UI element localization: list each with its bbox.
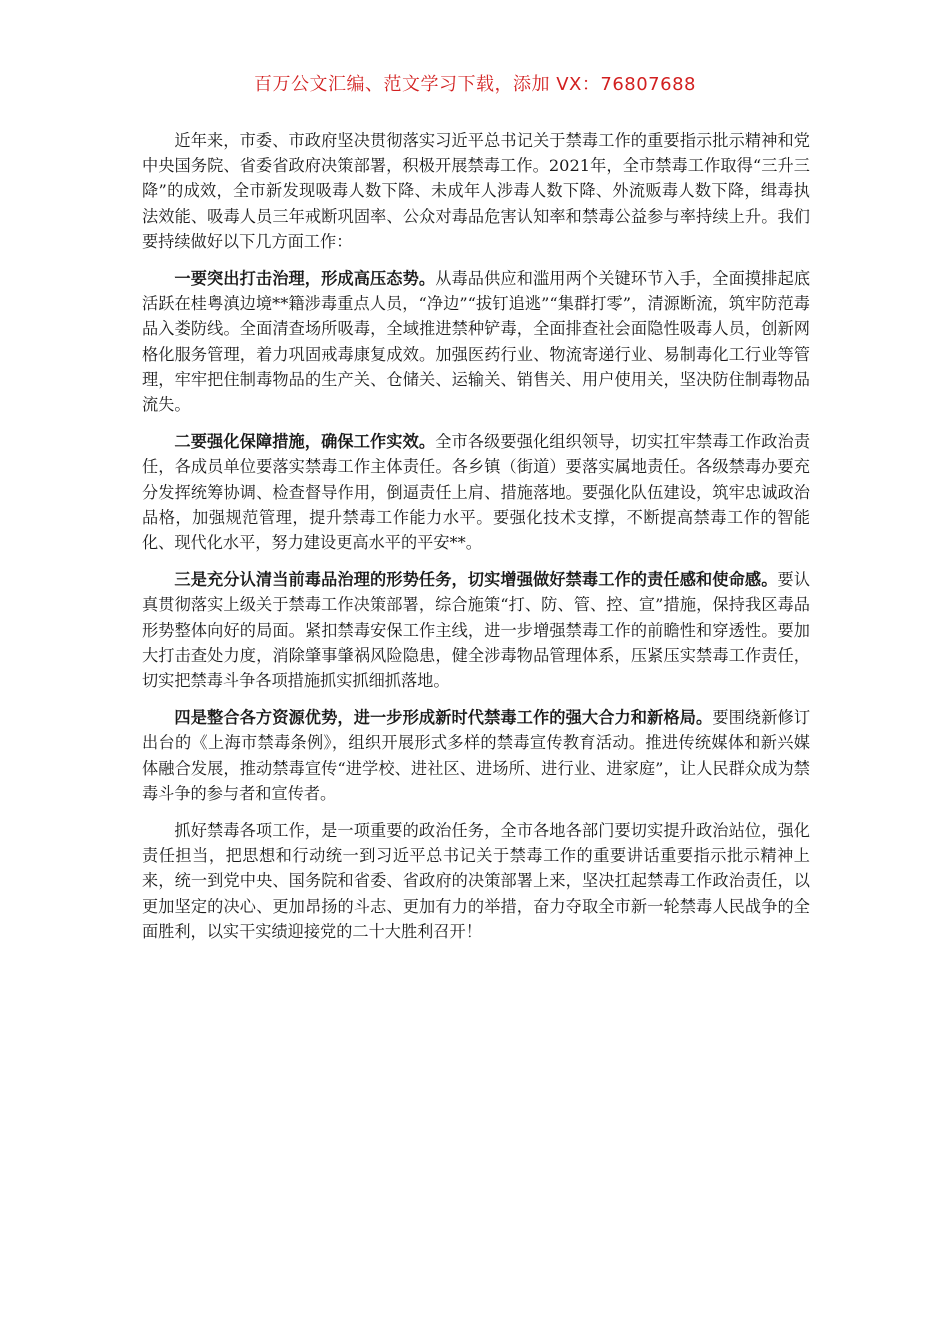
paragraph-intro	[142, 128, 810, 254]
paragraph-point-1	[142, 266, 810, 417]
header-banner: 百万公文汇编、范文学习下载，添加 VX：76807688	[254, 74, 696, 95]
paragraph-body: 近年来，市委、市政府坚决贯彻落实习近平总书记关于禁毒工作的重要指示批示精神和党中央国务院、省委省政府决策部署，积极开展禁毒工作。2021年，全市禁毒工作取得“三升三降”的成效，全市新发现吸毒人数下降、未成年人涉毒人数下降、外流贩毒人数下降，缉毒执法效能、吸毒人员三年戒断巩固率、公众对毒品危害认知率和禁毒公益参与率持续上升。我们要持续做好以下几方面工作：	[142, 131, 810, 251]
document-body	[142, 128, 810, 956]
paragraph-body: 抓好禁毒各项工作，是一项重要的政治任务，全市各地各部门要切实提升政治站位，强化责任担当，把思想和行动统一到习近平总书记关于禁毒工作的重要讲话重要指示批示精神上来，统一到党中央、国务院和省委、省政府的决策部署上来，坚决扛起禁毒工作政治责任，以更加坚定的决心、更加昂扬的斗志、更加有力的举措，奋力夺取全市新一轮禁毒人民战争的全面胜利，以实干实绩迎接党的二十大胜利召开！	[142, 821, 810, 941]
paragraph-point-2	[142, 429, 810, 555]
paragraph-body: 要围绕新修订出台的《上海市禁毒条例》，组织开展形式多样的禁毒宣传教育活动。推进传统媒体和新兴媒体融合发展，推动禁毒宣传“进学校、进社区、进场所、进行业、进家庭”，让人民群众成为禁毒斗争的参与者和宣传者。	[142, 708, 811, 803]
paragraph-conclusion	[142, 818, 810, 944]
paragraph-lead: 四是整合各方资源优势，进一步形成新时代禁毒工作的强大合力和新格局。	[174, 708, 713, 728]
paragraph-point-3	[142, 567, 810, 693]
paragraph-lead: 二要强化保障措施，确保工作实效。	[174, 432, 436, 452]
paragraph-lead: 三是充分认清当前毒品治理的形势任务，切实增强做好禁毒工作的责任感和使命感。	[174, 570, 778, 590]
paragraph-body: 全市各级要强化组织领导，切实扛牢禁毒工作政治责任，各成员单位要落实禁毒工作主体责任。各乡镇（街道）要落实属地责任。各级禁毒办要充分发挥统筹协调、检查督导作用，倒逼责任上肩、措施落地。要强化队伍建设，筑牢忠诚政治品格，加强规范管理，提升禁毒工作能力水平。要强化技术支撑，不断提高禁毒工作的智能化、现代化水平，努力建设更高水平的平安**。	[142, 432, 811, 553]
paragraph-body: 从毒品供应和滥用两个关键环节入手，全面摸排起底活跃在桂粤滇边境**籍涉毒重点人员，“净边”“拔钉追逃”“集群打零”，清源断流，筑牢防范毒品入娄防线。全面清查场所吸毒，全域推进禁种铲毒，全面排查社会面隐性吸毒人员，创新网格化服务管理，着力巩固戒毒康复成效。加强医药行业、物流寄递行业、易制毒化工行业等管理，牢牢把住制毒物品的生产关、仓储关、运输关、销售关、用户使用关，坚决防住制毒物品流失。	[142, 269, 811, 415]
paragraph-body: 要认真贯彻落实上级关于禁毒工作决策部署，综合施策“打、防、管、控、宣”措施，保持我区毒品形势整体向好的局面。紧扣禁毒安保工作主线，进一步增强禁毒工作的前瞻性和穿透性。要加大打击查处力度，消除肇事肇祸风险隐患，健全涉毒物品管理体系，压紧压实禁毒工作责任，切实把禁毒斗争各项措施抓实抓细抓落地。	[142, 570, 811, 691]
paragraph-point-4	[142, 705, 810, 806]
paragraph-lead: 一要突出打击治理，形成高压态势。	[174, 269, 436, 289]
